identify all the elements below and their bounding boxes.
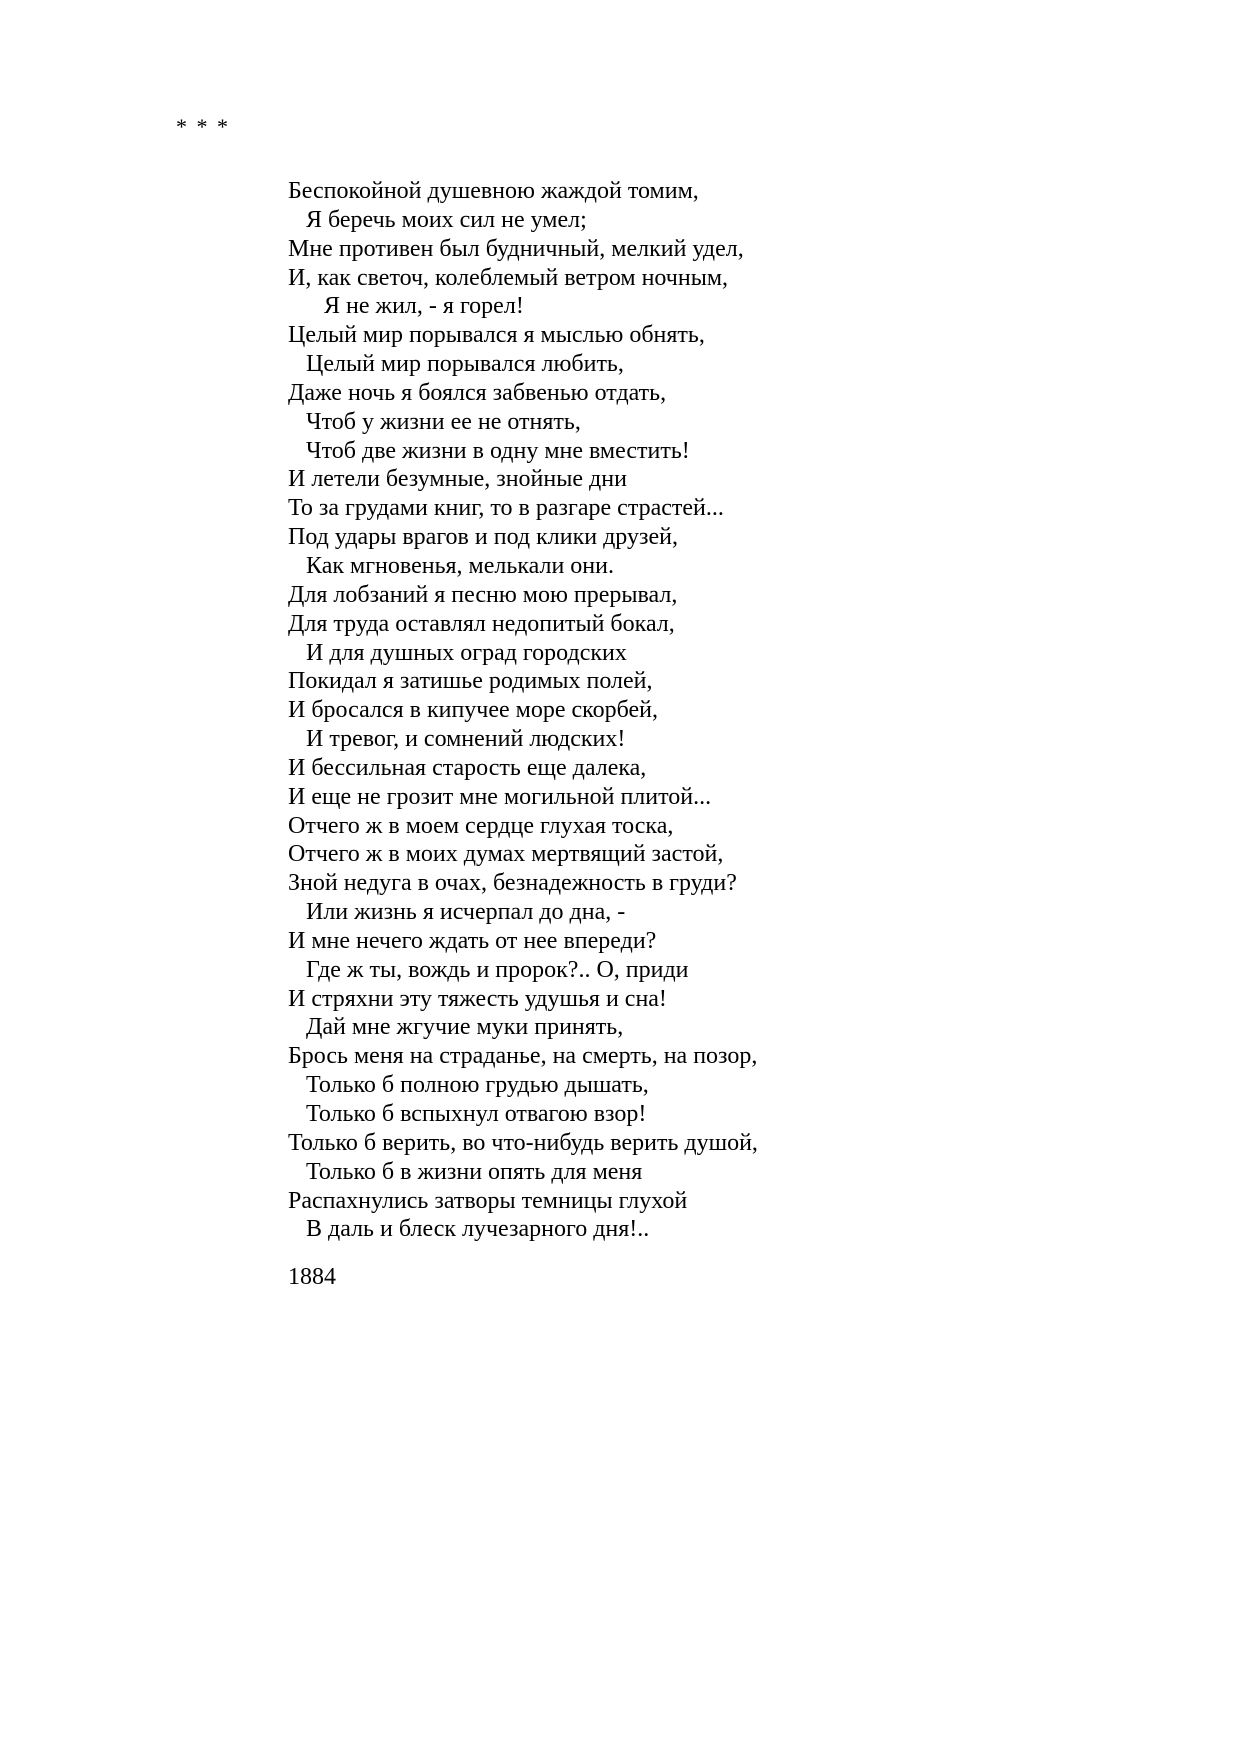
poem-line: Я беречь моих сил не умел;: [306, 206, 587, 233]
poem-line: И мне нечего ждать от нее впереди?: [288, 927, 657, 954]
poem-line: Мне противен был будничный, мелкий удел,: [288, 235, 744, 262]
poem-line: Даже ночь я боялся забвенью отдать,: [288, 379, 667, 406]
poem-line: И бросался в кипучее море скорбей,: [288, 697, 658, 724]
poem-line: И еще не грозит мне могильной плитой...: [288, 783, 712, 810]
poem-line: Чтоб две жизни в одну мне вместить!: [306, 437, 690, 464]
poem-line: И для душных оград городских: [306, 639, 627, 666]
poem-line: Целый мир порывался любить,: [306, 351, 624, 378]
poem-line: Чтоб у жизни ее не отнять,: [306, 408, 581, 435]
poem-line: Отчего ж в моем сердце глухая тоска,: [288, 812, 674, 839]
poem-line: Только б полною грудью дышать,: [306, 1072, 649, 1099]
poem-line: И летели безумные, знойные дни: [288, 466, 627, 493]
poem-line: Где ж ты, вождь и пророк?.. О, приди: [306, 956, 689, 983]
poem-line: Покидал я затишье родимых полей,: [288, 668, 653, 695]
poem-line: Для труда оставлял недопитый бокал,: [288, 610, 675, 637]
poem-line: Зной недуга в очах, безнадежность в груди?: [288, 870, 737, 897]
poem-line: Брось меня на страданье, на смерть, на позор,: [288, 1043, 758, 1070]
poem-line: И стряхни эту тяжесть удушья и сна!: [288, 985, 667, 1012]
poem-line: Только б вспыхнул отвагою взор!: [306, 1101, 647, 1127]
poem-line: Как мгновенья, мелькали они.: [306, 552, 614, 579]
poem-line: Беспокойной душевною жаждой томим,: [288, 178, 699, 204]
section-break-asterisks: * * *: [176, 114, 230, 139]
poem-body: [288, 177, 758, 1244]
poem-line: Только б верить, во что-нибудь верить душой,: [288, 1129, 758, 1156]
poem-line: Под удары врагов и под клики друзей,: [288, 524, 678, 551]
poem-line: Распахнулись затворы темницы глухой: [288, 1187, 688, 1214]
poem-line: И тревог, и сомнений людских!: [306, 726, 626, 753]
poem-line: Дай мне жгучие муки принять,: [306, 1014, 624, 1041]
poem-line: Или жизнь я исчерпал до дна, -: [306, 899, 626, 926]
poem-line: Только б в жизни опять для меня: [306, 1158, 643, 1185]
poem-line: И бессильная старость еще далека,: [288, 754, 647, 781]
poem-line: Для лобзаний я песню мою прерывал,: [288, 581, 678, 608]
poem-line: Отчего ж в моих думах мертвящий застой,: [288, 841, 724, 868]
poem-line: То за грудами книг, то в разгаре страстей...: [288, 495, 724, 522]
poem-line: Целый мир порывался я мыслью обнять,: [288, 322, 705, 349]
poem-line: И, как светоч, колеблемый ветром ночным,: [288, 264, 729, 291]
poem-year: 1884: [288, 1264, 336, 1290]
poem-line: Я не жил, - я горел!: [324, 293, 524, 320]
poem-line: В даль и блеск лучезарного дня!..: [306, 1216, 650, 1243]
